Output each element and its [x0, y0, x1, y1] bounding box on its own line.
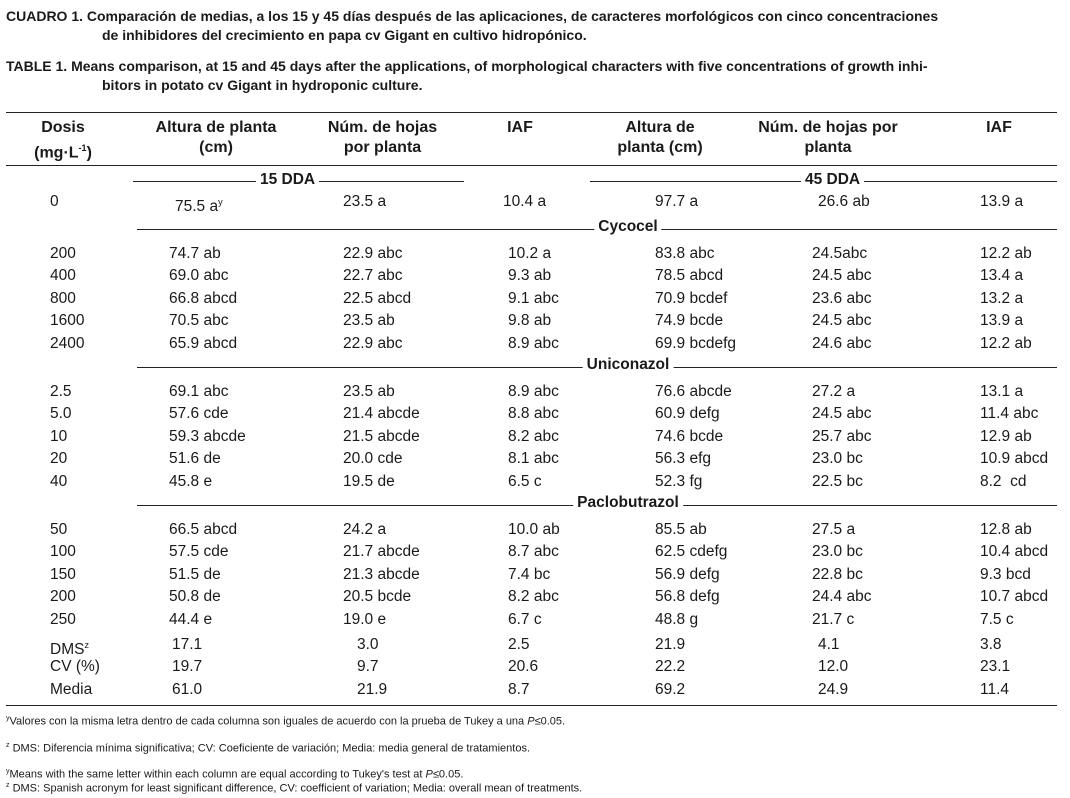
cell-altura-15: 69.0 abc [169, 267, 229, 285]
cell-altura-15: 74.7 ab [169, 245, 221, 262]
cell-altura-15: 70.5 abc [169, 312, 229, 330]
header-hojas-45-line1: Núm. de hojas por [758, 119, 898, 136]
table-row [0, 448, 1070, 470]
cell-hojas-45: 26.6 ab [818, 193, 870, 210]
header-iaf-15: IAF [507, 119, 533, 136]
cell-altura-45: 56.9 defg [655, 565, 720, 583]
cell-iaf-15: 8.2 abc [508, 588, 559, 606]
cell-dose: 2400 [50, 334, 85, 352]
stats-row [0, 679, 1070, 701]
cell-iaf-45: 12.2 ab [980, 334, 1032, 352]
cell-hojas-15: 23.5 ab [343, 383, 395, 400]
cell-dose: 1600 [50, 312, 85, 330]
cell-iaf-45: 8.2 cd [980, 472, 1027, 490]
header-altura-15-line1: Altura de planta [155, 119, 277, 136]
cell-altura-45: 69.9 bcdefg [655, 334, 737, 352]
cell-iaf-15: 8.7 abc [508, 543, 559, 561]
cell-hojas-15: 22.7 abc [343, 267, 403, 285]
cell-altura-15: 75.5 $a^y$ [175, 197, 223, 216]
cell-hojas-45: 27.5 a [812, 521, 856, 538]
cell-hojas-15: 22.5 abcd [343, 289, 412, 307]
cell-iaf-15: 9.8 ab [508, 312, 552, 330]
cell-altura-45: 22.2 [655, 658, 686, 676]
header-iaf-45: IAF [986, 119, 1012, 136]
cell-altura-15: 65.9 abcd [169, 334, 238, 352]
cell-hojas-45: 24.4 abc [812, 588, 872, 606]
cell-altura-15: 45.8 e [169, 472, 213, 490]
cell-hojas-45: 24.6 abc [812, 334, 872, 352]
caption-en-line2: bitors in potato cv Gigant in hydroponic culture. [102, 77, 423, 93]
cell-iaf-15: 10.4 a [503, 193, 547, 210]
cell-altura-15: 57.6 cde [169, 405, 229, 423]
cell-iaf-15: 9.3 ab [508, 267, 552, 285]
footnote-y-en: $^y$Means with the same letter within each column are equal according to Tukey's test at P≤0.05. [6, 768, 464, 781]
header-dosis-line2: $(mg\cdot L^{-1})$ [34, 143, 92, 162]
cell-hojas-15: 23.5 a [343, 193, 387, 210]
caption-spanish [6, 7, 938, 45]
cell-altura-15: 66.5 abcd [169, 521, 238, 538]
header-dosis-line1: Dosis [41, 119, 85, 136]
cell-hojas-45: 23.0 bc [812, 543, 863, 561]
header-bottom-rule [6, 165, 1057, 166]
cell-iaf-15: 10.2 a [508, 245, 552, 262]
cell-dose: 150 [50, 565, 76, 583]
cell-iaf-45: 11.4 abc [980, 405, 1039, 423]
cell-hojas-45: 4.1 [818, 636, 840, 653]
cell-iaf-15: 8.7 [508, 680, 530, 698]
cell-altura-15: 51.6 de [169, 450, 221, 468]
cell-dose: 200 [50, 245, 76, 262]
cell-hojas-15: 21.7 abcde [343, 543, 420, 561]
cell-hojas-15: 19.5 de [343, 472, 395, 490]
cell-altura-45: 21.9 [655, 636, 686, 653]
cell-altura-45: 60.9 defg [655, 405, 720, 423]
header-dosis [8, 118, 118, 163]
header-altura-45 [595, 118, 725, 158]
cell-iaf-45: 12.2 ab [980, 245, 1032, 262]
header-altura-15 [136, 118, 296, 158]
cell-hojas-15: 23.5 ab [343, 312, 395, 330]
table-row [0, 243, 1070, 265]
header-hojas-15 [305, 118, 460, 158]
cell-altura-45: 56.3 efg [655, 450, 712, 468]
cell-hojas-15: 20.0 cde [343, 450, 403, 468]
cell-altura-45: 48.8 g [655, 610, 699, 628]
cell-dose: 800 [50, 289, 76, 307]
cell-dose: 250 [50, 610, 76, 628]
stats-label: DMS$^z$ [50, 640, 89, 659]
cell-dose: 400 [50, 267, 76, 285]
cell-altura-15: 51.5 de [169, 565, 221, 583]
cell-hojas-15: 21.3 abcde [343, 565, 420, 583]
cell-iaf-15: 6.7 c [508, 610, 542, 628]
cell-iaf-15: 6.5 c [508, 472, 542, 490]
cell-iaf-45: 7.5 c [980, 610, 1014, 628]
cell-iaf-45: 10.9 abcd [980, 450, 1049, 468]
table-row [0, 265, 1070, 287]
cell-iaf-15: 8.9 abc [508, 383, 559, 400]
cell-hojas-45: 23.6 abc [812, 289, 872, 307]
cell-hojas-45: 23.0 bc [812, 450, 863, 468]
cell-hojas-15: 21.9 [357, 680, 388, 698]
group-label: Uniconazol [583, 356, 674, 374]
cell-hojas-15: 20.5 bcde [343, 588, 412, 606]
cell-altura-15: 17.1 [172, 636, 203, 653]
cell-altura-45: 85.5 ab [655, 521, 707, 538]
table-top-rule [6, 112, 1057, 113]
table-bottom-rule [6, 705, 1057, 706]
table-row [0, 403, 1070, 425]
caption-english [6, 57, 928, 95]
table-row [0, 609, 1070, 631]
table-row [0, 471, 1070, 493]
table-row [0, 586, 1070, 608]
cell-iaf-45: 9.3 bcd [980, 565, 1031, 583]
cell-altura-45: 69.2 [655, 680, 686, 698]
cell-hojas-45: 27.2 a [812, 383, 856, 400]
header-altura-45-line1: Altura de [625, 119, 695, 136]
cell-altura-15: 69.1 abc [169, 383, 229, 400]
cell-dose: 10 [50, 427, 68, 445]
cell-iaf-45: 12.8 ab [980, 521, 1032, 538]
cell-iaf-45: 10.4 abcd [980, 543, 1049, 561]
header-hojas-15-line2: por planta [343, 139, 422, 156]
caption-es-line2: de inhibidores del crecimiento en papa cv Gigant en cultivo hidropónico. [102, 27, 587, 43]
cell-iaf-45: 11.4 [980, 680, 1010, 698]
cell-altura-45: 62.5 cdefg [655, 543, 728, 561]
stats-label: Media [50, 680, 93, 698]
cell-iaf-45: 13.4 a [980, 267, 1024, 285]
cell-iaf-45: 13.1 a [980, 383, 1024, 400]
footnote-z-es: $^z$ DMS: Diferencia mínima significativa; CV: Coeficiente de variación; Media: media general de tratamientos. [6, 742, 530, 755]
cell-dose: 0 [50, 193, 59, 210]
cell-altura-45: 52.3 fg [655, 472, 703, 490]
footnote-z-en: $^z$ DMS: Spanish acronym for least significant difference, CV: coefficient of variation; Media: overall mean of treatments. [6, 782, 583, 795]
table-row [0, 381, 1070, 403]
cell-hojas-45: 22.8 bc [812, 565, 863, 583]
cell-hojas-45: 24.5 abc [812, 267, 872, 285]
cell-altura-15: 44.4 e [169, 610, 213, 628]
group-label: Paclobutrazol [573, 494, 683, 512]
stats-label: CV (%) [50, 658, 100, 676]
cell-iaf-15: 8.9 abc [508, 334, 559, 352]
table-row [0, 333, 1070, 355]
cell-iaf-15: 8.8 abc [508, 405, 559, 423]
cell-hojas-45: 24.5abc [812, 245, 868, 262]
cell-hojas-15: 22.9 abc [343, 334, 403, 352]
cell-dose: 50 [50, 521, 68, 538]
header-hojas-15-line1: Núm. de hojas [327, 119, 438, 136]
header-hojas-45-line2: planta [804, 139, 852, 156]
table-row [0, 310, 1070, 332]
cell-iaf-45: 13.2 a [980, 289, 1024, 307]
cell-iaf-15: 20.6 [508, 658, 539, 676]
cell-altura-15: 50.8 de [169, 588, 221, 606]
cell-iaf-15: 10.0 ab [508, 521, 560, 538]
cell-altura-45: 83.8 abc [655, 245, 715, 262]
cell-altura-45: 76.6 abcde [655, 383, 732, 400]
cell-hojas-45: 22.5 bc [812, 472, 863, 490]
cell-dose: 5.0 [50, 405, 72, 423]
cell-iaf-45: 13.9 a [980, 312, 1024, 330]
cell-hojas-45: 21.7 c [812, 610, 855, 628]
cell-dose: 100 [50, 543, 76, 561]
cell-altura-15: 57.5 cde [169, 543, 229, 561]
cell-iaf-15: 2.5 [508, 636, 530, 653]
period-15-label: 15 DDA [256, 171, 319, 189]
cell-altura-15: 61.0 [172, 680, 203, 698]
cell-hojas-15: 9.7 [357, 658, 379, 676]
table-row [0, 426, 1070, 448]
cell-dose: 20 [50, 450, 68, 468]
cell-altura-45: 74.9 bcde [655, 312, 724, 330]
cell-iaf-15: 8.1 abc [508, 450, 559, 468]
cell-iaf-15: 7.4 bc [508, 565, 551, 583]
cell-altura-15: 59.3 abcde [169, 427, 246, 445]
cell-altura-45: 74.6 bcde [655, 427, 724, 445]
table-row [0, 564, 1070, 586]
table-row [0, 519, 1070, 541]
stats-row [0, 656, 1070, 678]
cell-altura-15: 19.7 [172, 658, 203, 676]
cell-iaf-45: 13.9 a [980, 193, 1024, 210]
cell-iaf-45: 3.8 [980, 636, 1002, 653]
cell-hojas-15: 21.4 abcde [343, 405, 420, 423]
cell-altura-15: 66.8 abcd [169, 289, 238, 307]
cell-dose: 40 [50, 472, 68, 490]
cell-iaf-45: 10.7 abcd [980, 588, 1049, 606]
cell-hojas-15: 19.0 e [343, 610, 387, 628]
table-row [0, 541, 1070, 563]
header-altura-45-line2: planta (cm) [617, 139, 703, 156]
cell-iaf-15: 9.1 abc [508, 289, 559, 307]
cell-hojas-45: 24.5 abc [812, 312, 872, 330]
cell-altura-45: 97.7 a [655, 193, 699, 210]
header-altura-15-line2: (cm) [199, 139, 233, 156]
stats-row [0, 634, 1070, 659]
cell-hojas-15: 3.0 [357, 636, 379, 653]
footnote-y-es: $^y$Valores con la misma letra dentro de cada columna son iguales de acuerdo con la prueba de Tukey a una P≤0.05. [6, 715, 566, 728]
caption-es-line1: CUADRO 1. Comparación de medias, a los 15 y 45 días después de las aplicaciones, de caracteres morfológicos con cinco concentraciones [6, 8, 939, 24]
cell-hojas-15: 21.5 abcde [343, 427, 420, 445]
cell-altura-45: 56.8 defg [655, 588, 720, 606]
cell-hojas-45: 24.9 [818, 680, 849, 698]
cell-altura-45: 78.5 abcd [655, 267, 724, 285]
cell-hojas-45: 24.5 abc [812, 405, 872, 423]
cell-dose: 200 [50, 588, 76, 606]
cell-iaf-45: 12.9 ab [980, 427, 1032, 445]
cell-hojas-45: 12.0 [818, 658, 849, 676]
cell-hojas-15: 24.2 a [343, 521, 387, 538]
cell-iaf-45: 23.1 [980, 658, 1011, 676]
cell-dose: 2.5 [50, 383, 72, 400]
cell-altura-45: 70.9 bcdef [655, 289, 728, 307]
table-row-control [0, 191, 1070, 216]
header-hojas-45 [742, 118, 914, 158]
cell-hojas-45: 25.7 abc [812, 427, 872, 445]
cell-iaf-15: 8.2 abc [508, 427, 559, 445]
caption-en-line1: TABLE 1. Means comparison, at 15 and 45 days after the applications, of morphological characters with five concentrations of growth inhi- [6, 58, 928, 74]
period-45-label: 45 DDA [801, 171, 864, 189]
group-label: Cycocel [594, 218, 661, 236]
cell-hojas-15: 22.9 abc [343, 245, 403, 262]
table-row [0, 288, 1070, 310]
